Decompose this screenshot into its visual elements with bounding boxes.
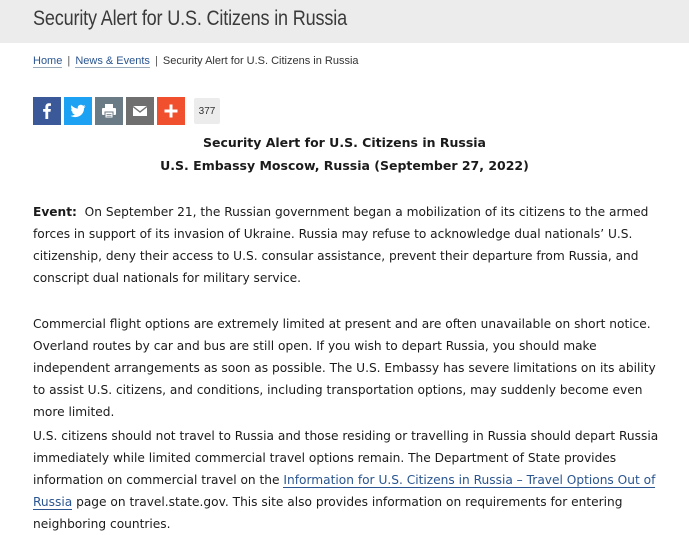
breadcrumb [33, 55, 359, 67]
paragraph-flights: Commercial flight options are extremely limited at present and are often unavailable on short notice. Overland routes by car and bus are still open. If you wish to depart Russia, you should make independent arrangements as soon as possible. The U.S. Embassy has severe limitations on its ability to assist U.S. citizens, and conditions, including transportation options, may suddenly become even more limited. [33, 317, 656, 419]
more-share-button[interactable] [157, 97, 185, 125]
page-title: Security Alert for U.S. Citizens in Russia [33, 7, 347, 30]
event-label: Event: [33, 205, 77, 219]
article-subheading: U.S. Embassy Moscow, Russia (September 27, 2022) [160, 158, 529, 173]
twitter-share-button[interactable] [64, 97, 92, 125]
twitter-icon [69, 102, 87, 120]
email-share-button[interactable] [126, 97, 154, 125]
facebook-share-button[interactable] [33, 97, 61, 125]
share-count-badge: 377 [194, 98, 220, 124]
breadcrumb-separator: | [154, 55, 158, 67]
article-heading: Security Alert for U.S. Citizens in Russia [202, 135, 486, 150]
paragraph-text: page on travel.state.gov. This site also provides information on requirements for entering neighboring countries. [33, 495, 623, 531]
share-bar [33, 97, 220, 125]
paragraph-text: On September 21, the Russian government began a mobilization of its citizens to the armed forces in support of its invasion of Ukraine. Russia may refuse to acknowledge dual nationals’ U.S. citizenship, deny their access to U.S. consular assistance, prevent their departure from Russia, and conscript dual nationals for military service. [33, 205, 649, 285]
breadcrumb-current: Security Alert for U.S. Citizens in Russia [162, 55, 359, 67]
paragraph-travel [33, 425, 663, 535]
travel-options-link[interactable]: Information for U.S. Citizens in Russia – Travel Options Out of Russia [33, 473, 656, 509]
breadcrumb-news-link[interactable]: News & Events [75, 55, 150, 67]
plus-icon [162, 102, 180, 120]
breadcrumb-separator: | [67, 55, 71, 67]
paragraph-event [33, 201, 663, 289]
paragraph-text: U.S. citizens should not travel to Russia and those residing or travelling in Russia should depart Russia immediately while limited commercial travel options remain. The Department of State provides information on commercial travel on the [33, 429, 659, 487]
title-bar [0, 0, 689, 43]
facebook-icon [38, 102, 56, 120]
print-icon [100, 102, 118, 120]
breadcrumb-home-link[interactable]: Home [33, 55, 63, 67]
print-button[interactable] [95, 97, 123, 125]
email-icon [131, 102, 149, 120]
